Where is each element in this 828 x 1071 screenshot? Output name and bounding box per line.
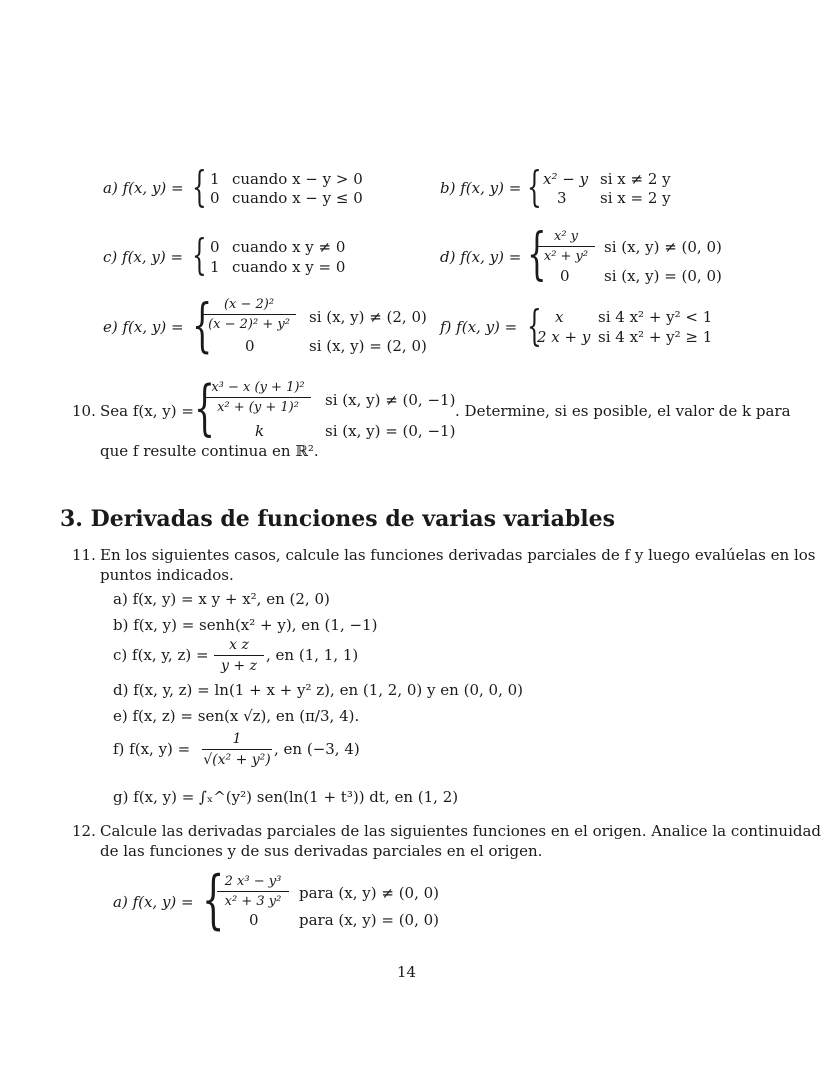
- ex9a-lhs: a) f(x, y) =: [103, 179, 184, 197]
- ex9d-r2v: 0: [560, 267, 570, 285]
- ex9a-r1c: cuando x − y > 0: [232, 170, 363, 188]
- brace-icon: {: [192, 230, 207, 279]
- ex9e-den: (x − 2)² + y²: [208, 317, 290, 332]
- ex11-f-lhs: f) f(x, y) =: [113, 740, 191, 758]
- brace-icon: {: [527, 162, 542, 211]
- ex9e-fraction: [202, 297, 296, 332]
- ex9e-r2c: si (x, y) = (2, 0): [309, 337, 427, 355]
- brace-icon: {: [192, 162, 207, 211]
- ex9c-r2v: 1: [210, 258, 220, 276]
- ex9d-r2c: si (x, y) = (0, 0): [604, 267, 722, 285]
- ex11-c-num: x z: [214, 637, 264, 656]
- ex9d-num: x² y: [537, 229, 595, 247]
- ex11-f-num: 1: [202, 731, 272, 750]
- ex9e-lhs: e) f(x, y) =: [103, 318, 184, 336]
- ex11-f-den: √(x² + y²): [203, 752, 271, 768]
- ex9a-r2c: cuando x − y ≤ 0: [232, 189, 363, 207]
- ex11-c-fraction: [214, 637, 264, 674]
- ex10-fraction: [205, 380, 311, 415]
- ex10-num: x³ − x (y + 1)²: [205, 380, 311, 398]
- ex12-r2c: para (x, y) = (0, 0): [299, 911, 440, 929]
- ex11-b: b) f(x, y) = senh(x² + y), en (1, −1): [113, 616, 378, 634]
- ex11-f-rhs: , en (−3, 4): [274, 740, 360, 758]
- ex11-line2: puntos indicados.: [100, 566, 234, 584]
- ex9d-r1c: si (x, y) ≠ (0, 0): [604, 238, 722, 256]
- ex11-c-lhs: c) f(x, y, z) =: [113, 646, 209, 664]
- ex12-r1c: para (x, y) ≠ (0, 0): [299, 884, 440, 902]
- ex10-number: 10.: [72, 402, 96, 420]
- ex9f-r2v: 2 x + y: [537, 328, 591, 346]
- ex9d-lhs: d) f(x, y) =: [440, 248, 522, 266]
- ex10-r2c: si (x, y) = (0, −1): [325, 422, 456, 440]
- ex12-number: 12.: [72, 822, 96, 840]
- ex9e-r1c: si (x, y) ≠ (2, 0): [309, 308, 427, 326]
- ex12-line2: de las funciones y de sus derivadas parciales en el origen.: [100, 842, 543, 860]
- ex11-e: e) f(x, z) = sen(x √z), en (π/3, 4).: [113, 707, 360, 725]
- ex10-den: x² + (y + 1)²: [217, 400, 299, 415]
- ex12-den: x² + 3 y²: [224, 894, 282, 909]
- brace-icon: {: [527, 301, 542, 350]
- ex9b-r2v: 3: [557, 189, 567, 207]
- brace-icon: {: [194, 373, 216, 443]
- ex11-g: g) f(x, y) = ∫ₓ^(y²) sen(ln(1 + t³)) dt, en (1, 2): [113, 788, 459, 806]
- ex9c-r1c: cuando x y ≠ 0: [232, 238, 346, 256]
- ex9a-r2v: 0: [210, 189, 220, 207]
- ex11-c-rhs: , en (1, 1, 1): [266, 646, 359, 664]
- ex9f-r1c: si 4 x² + y² < 1: [598, 308, 713, 326]
- ex9b-r1v: x² − y: [543, 170, 589, 188]
- ex12-r2v: 0: [249, 911, 259, 929]
- ex11-d: d) f(x, y, z) = ln(1 + x + y² z), en (1, 2, 0) y en (0, 0, 0): [113, 681, 524, 699]
- ex9d-den: x² + y²: [543, 249, 589, 264]
- ex11-f-fraction: [202, 731, 272, 768]
- ex12-line1: Calcule las derivadas parciales de las siguientes funciones en el origen. Analice la continuidad: [100, 822, 822, 840]
- ex9b-lhs: b) f(x, y) =: [440, 179, 522, 197]
- ex11-line1: En los siguientes casos, calcule las funciones derivadas parciales de f y luego evalúelas en los: [100, 546, 816, 564]
- ex9c-r1v: 0: [210, 238, 220, 256]
- section-title: 3. Derivadas de funciones de varias variables: [60, 506, 616, 532]
- ex10-tail: . Determine, si es posible, el valor de k para: [455, 402, 791, 420]
- ex9f-r2c: si 4 x² + y² ≥ 1: [598, 328, 713, 346]
- ex9e-num: (x − 2)²: [202, 297, 296, 315]
- ex11-number: 11.: [72, 546, 96, 564]
- brace-icon: {: [202, 863, 225, 937]
- ex9b-r1c: si x ≠ 2 y: [600, 170, 671, 188]
- ex9c-lhs: c) f(x, y) =: [103, 248, 184, 266]
- ex9f-lhs: f) f(x, y) =: [440, 318, 518, 336]
- page-number: 14: [397, 963, 417, 981]
- ex12-num: 2 x³ − y³: [217, 874, 289, 892]
- ex9a-r1v: 1: [210, 170, 220, 188]
- ex9f-r1v: x: [555, 308, 564, 326]
- ex10-lhs: Sea f(x, y) =: [100, 402, 194, 420]
- ex9d-fraction: [537, 229, 595, 264]
- ex10-line2: que f resulte continua en ℝ².: [100, 442, 319, 460]
- ex9e-r2v: 0: [245, 337, 255, 355]
- ex12-fraction: [217, 874, 289, 909]
- ex12-lhs: a) f(x, y) =: [113, 893, 194, 911]
- ex11-c-den: y + z: [221, 658, 257, 674]
- ex9b-r2c: si x = 2 y: [600, 189, 671, 207]
- ex9c-r2c: cuando x y = 0: [232, 258, 346, 276]
- brace-icon: {: [527, 222, 547, 287]
- ex11-a: a) f(x, y) = x y + x², en (2, 0): [113, 590, 330, 608]
- brace-icon: {: [192, 291, 213, 359]
- ex10-r1c: si (x, y) ≠ (0, −1): [325, 391, 456, 409]
- ex10-r2v: k: [255, 422, 265, 440]
